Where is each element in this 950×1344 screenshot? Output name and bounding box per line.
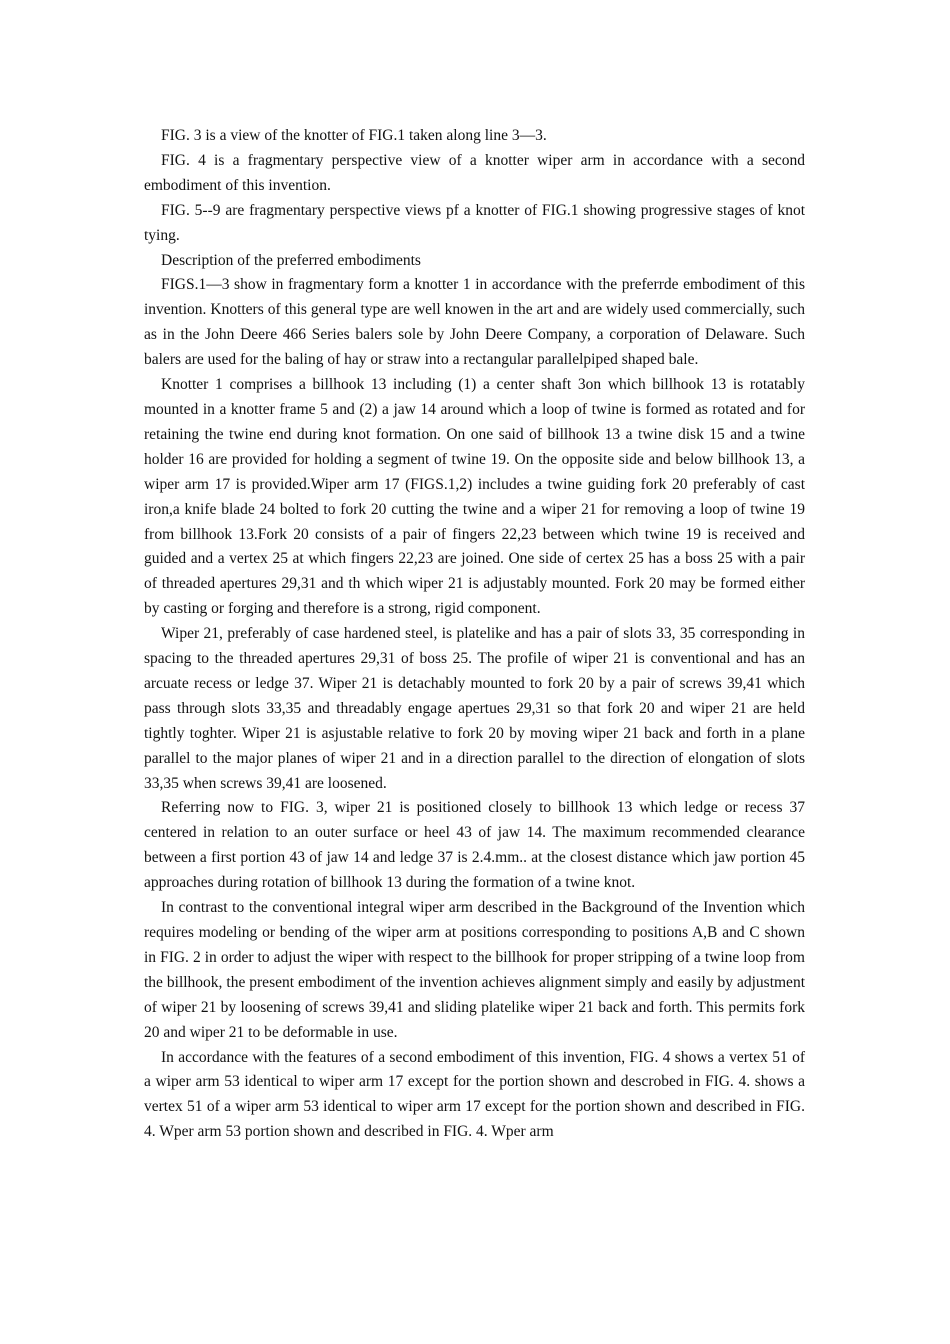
paragraph-wiper: Wiper 21, preferably of case hardened steel, is platelike and has a pair of slots 33, 35 corresponding in spacing to the threaded apertures 29,31 of boss 25. The profile of wiper 21 is conventional and has an arcuate recess or ledge 37. Wiper 21 is detachably mounted to fork 20 by a pair of screws 39,41 which pass through slots 33,35 and threadably engage apertues 29,31 so that fork 20 and wiper 21 are held tightly toghter. Wiper 21 is asjustable relative to fork 20 by moving wiper 21 back and forth in a plane parallel to the major planes of wiper 21 and in a direction parallel to the direction of elongation of slots 33,35 when screws 39,41 are loosened. xyxy=(144,625,805,792)
paragraph-contrast: In contrast to the conventional integral wiper arm described in the Background of the Invention which requires modeling or bending of the wiper arm at positions corresponding to positions A,B and C shown in FIG. 2 in order to adjust the wiper with respect to the billhook for proper stripping of a twine loop from the billhook, the present embodiment of the invention achieves alignment simply and easily by adjustment of wiper 21 by loosening of screws 39,41 and sliding platelike wiper 21 back and forth. This permits fork 20 and wiper 21 to be deformable in use. xyxy=(144,899,805,1041)
document-page xyxy=(144,124,805,1145)
paragraph-figs1-3: FIGS.1—3 show in fragmentary form a knotter 1 in accordance with the preferrde embodiment of this invention. Knotters of this general type are well knowen in the art and are widely used commercially, such as in the John Deere 466 Series balers sole by John Deere Company, a corporation of Delaware. Such balers are used for the baling of hay or straw into a rectangular parallelpiped shaped bale. xyxy=(144,276,805,369)
paragraph-knotter: Knotter 1 comprises a billhook 13 including (1) a center shaft 3on which billhook 13 is rotatably mounted in a knotter frame 5 and (2) a jaw 14 around which a loop of twine is formed as rotated and for retaining the twine end during knot formation. On one said of billhook 13 a twine disk 15 and a twine holder 16 are provided for holding a segment of twine 19. On the opposite side and below billhook 13, a wiper arm 17 is provided.Wiper arm 17 (FIGS.1,2) includes a twine guiding fork 20 preferably of cast iron,a knife blade 24 bolted to fork 20 cutting the twine and a wiper 21 for removing a loop of twine 19 from billhook 13.Fork 20 consists of a pair of fingers 22,23 between which twine 19 is received and guided and a vertex 25 at which fingers 22,23 are joined. One side of certex 25 has a boss 25 with a pair of threaded apertures 29,31 and th which wiper 21 is adjustably mounted. Fork 20 may be formed either by casting or forging and therefore is a strong, rigid component. xyxy=(144,376,805,618)
paragraph-second-embodiment: In accordance with the features of a second embodiment of this invention, FIG. 4 shows a vertex 51 of a wiper arm 53 identical to wiper arm 17 except for the portion shown and descrobed in FIG. 4. shows a vertex 51 of a wiper arm 53 identical to wiper arm 17 except for the portion shown and described in FIG. 4. Wper arm 53 portion shown and described in FIG. 4. Wper arm xyxy=(144,1048,805,1141)
section-heading: Description of the preferred embodiments xyxy=(161,251,421,269)
paragraph-fig5-9: FIG. 5--9 are fragmentary perspective views pf a knotter of FIG.1 showing progressive stages of knot tying. xyxy=(144,201,805,244)
paragraph-fig4: FIG. 4 is a fragmentary perspective view of a knotter wiper arm in accordance with a second embodiment of this invention. xyxy=(144,151,805,194)
paragraph-fig3-reference: Referring now to FIG. 3, wiper 21 is positioned closely to billhook 13 which ledge or recess 37 centered in relation to an outer surface or heel 43 of jaw 14. The maximum recommended clearance between a first portion 43 of jaw 14 and ledge 37 is 2.4.mm.. at the closest distance which jaw portion 45 approaches during rotation of billhook 13 during the formation of a twine knot. xyxy=(144,799,805,892)
paragraph-fig3: FIG. 3 is a view of the knotter of FIG.1 taken along line 3—3. xyxy=(161,127,547,144)
